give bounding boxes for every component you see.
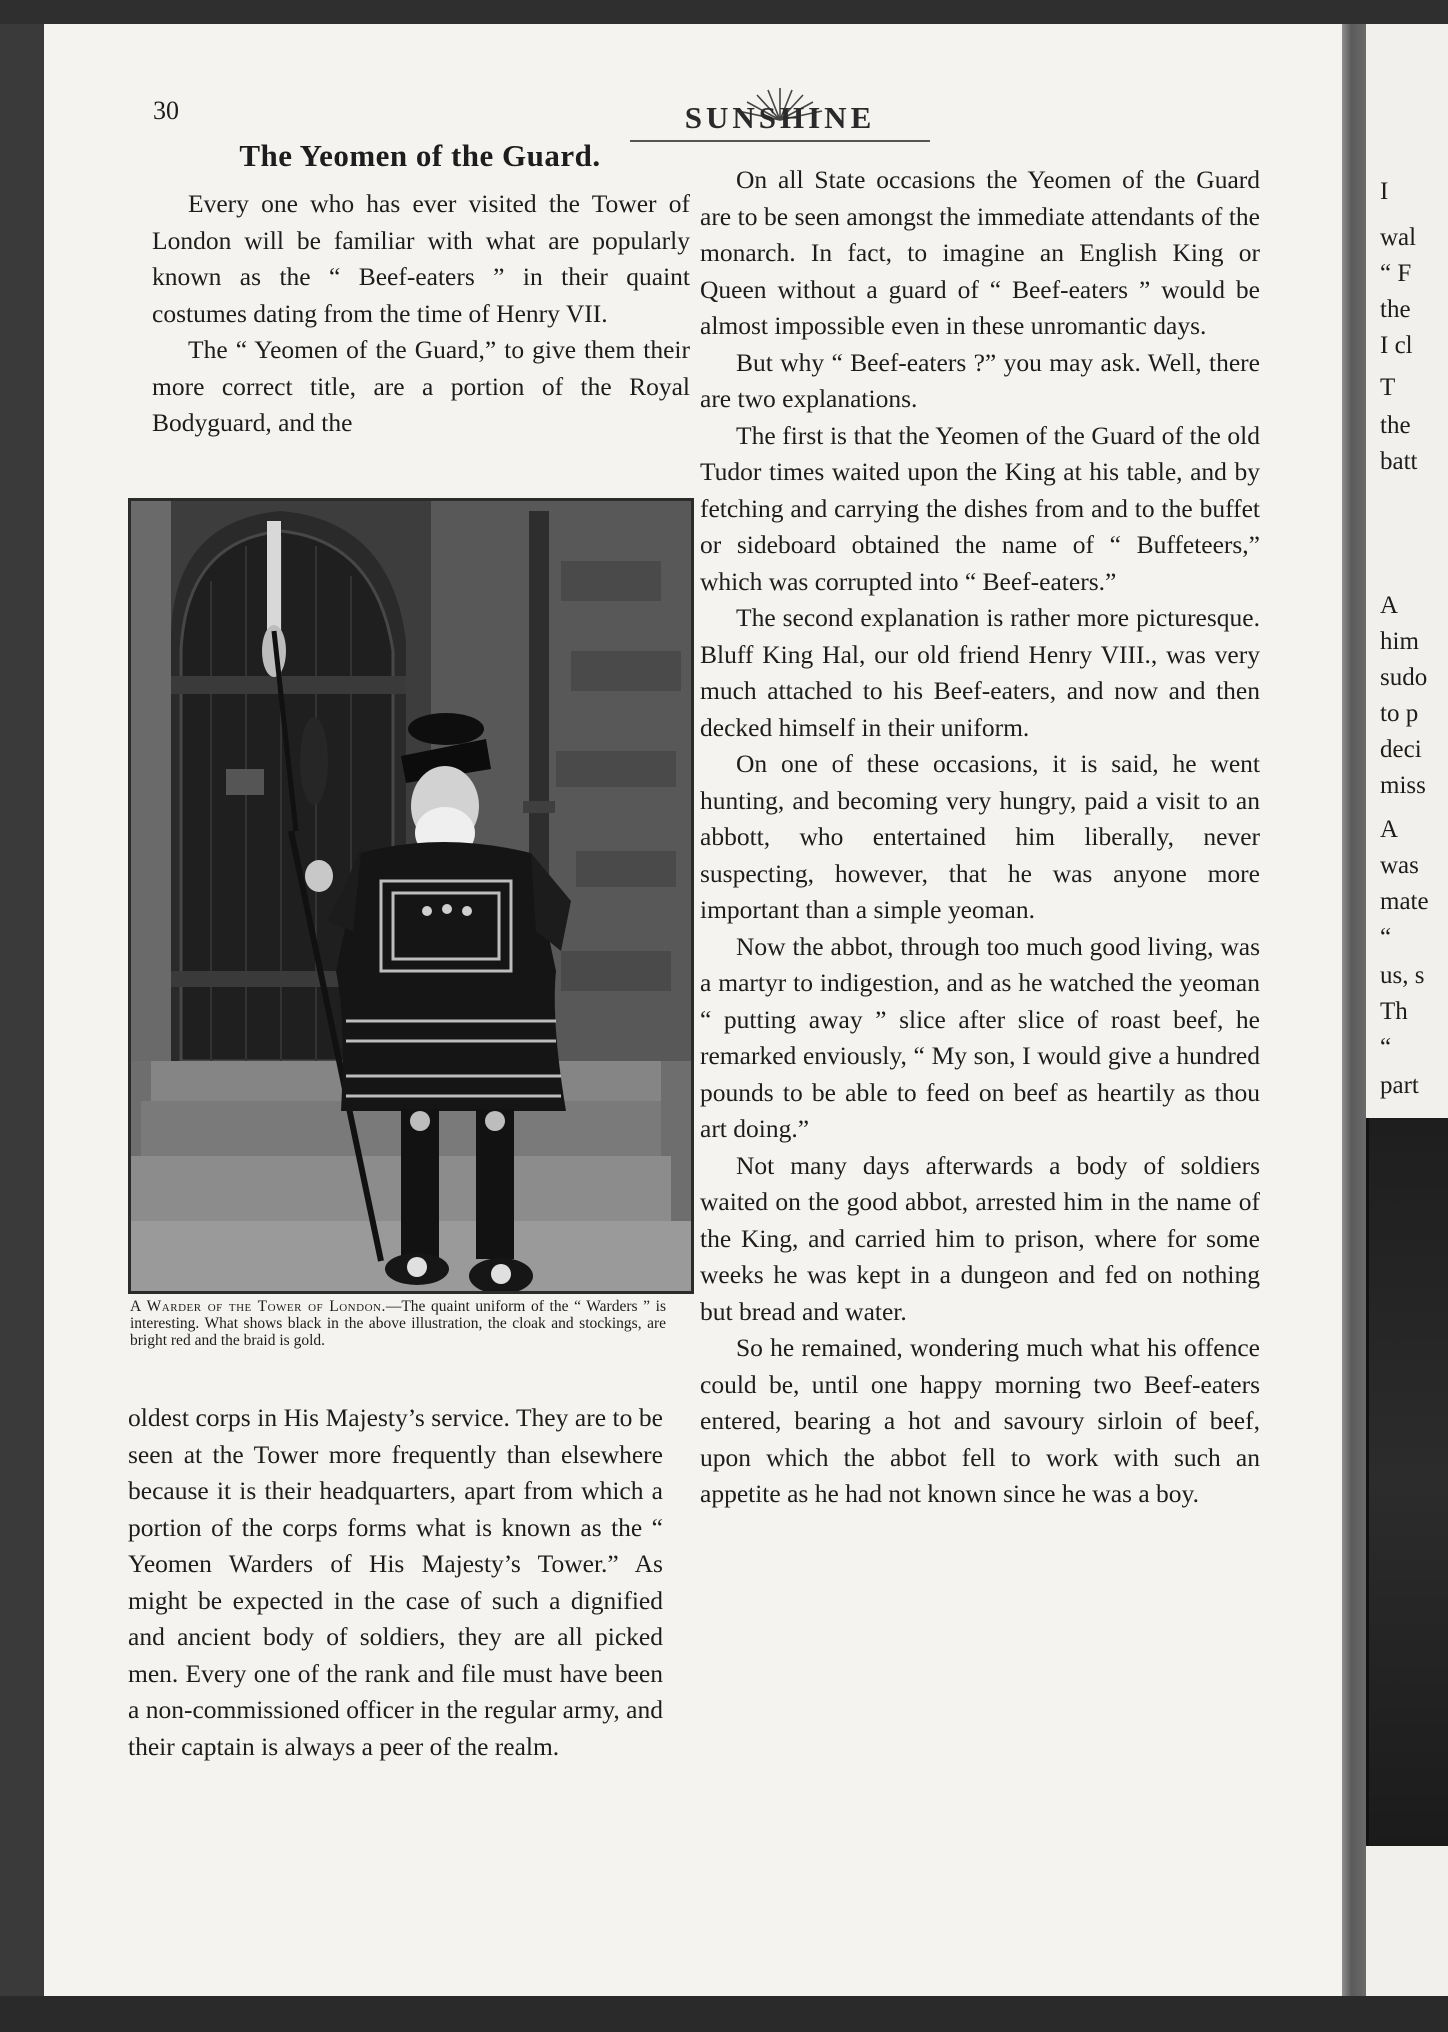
masthead-title: SUNSHINE [684,100,876,135]
facing-page-fragment: the [1380,412,1411,439]
paragraph: oldest corps in His Majesty’s service. They are to be seen at the Tower more frequently than elsewhere because it is their headquarters, apart from which a portion of the corps forms what is known as the “ Yeomen Warders of His Majesty’s Tower.” As might be expected in the case of such a dignified and ancient body of soldiers, they are all picked men. Every one of the rank and file must have been a non-commissioned officer in the regular army, and their captain is always a peer of the realm. [128,1403,663,1761]
facing-page-fragment: wal [1380,224,1417,251]
facing-page-fragment: deci [1380,736,1422,763]
facing-page-fragment: “ [1380,924,1392,951]
facing-page-fragment: T [1380,374,1396,401]
facing-page-fragment: mate [1380,888,1429,915]
paragraph: The first is that the Yeomen of the Guard of the old Tudor times waited upon the King at his table, and by fetching and carrying the dishes from and to the buffet or sideboard obtained the name of “ Buffeteers,” which was corrupted into “ Beef-eaters.” [700,420,1260,596]
facing-page-fragment: I cl [1380,332,1413,359]
scan-border-bottom [0,1996,1448,2032]
facing-page-fragment: “ [1380,1034,1392,1061]
facing-page-fragment: him [1380,628,1419,655]
book-gutter [1342,24,1366,1996]
page-number: 30 [153,96,179,125]
article-column-left-top [152,186,690,442]
paragraph: But why “ Beef-eaters ?” you may ask. Well, there are two explanations. [700,347,1260,413]
article-column-left-bottom [128,1400,663,1765]
facing-page-fragment: miss [1380,772,1426,799]
photo-caption [130,1298,666,1349]
facing-page-fragment: A [1380,816,1399,843]
facing-page-fragment: to p [1380,700,1419,727]
facing-page-fragment: I [1380,178,1389,205]
facing-page-fragment: was [1380,852,1419,879]
facing-page-fragment: batt [1380,448,1418,475]
caption-text: —The quaint uniform of the “ Warders ” is interesting. What shows black in the above illustration, the cloak and stockings, are bright red and the braid is gold. [130,1298,667,1349]
paragraph: Now the abbot, through too much good living, was a martyr to indigestion, and as he watched the yeoman “ putting away ” slice after slice of roast beef, he remarked enviously, “ My son, I would give a hundred pounds to be able to feed on beef as heartily as thou art doing.” [700,931,1260,1143]
paragraph: The second explanation is rather more picturesque. Bluff King Hal, our old friend Henry VIII., was very much attached to his Beef-eaters, and now and then decked himself in their uniform. [700,603,1260,742]
article-title: The Yeomen of the Guard. [239,138,601,173]
paragraph: On one of these occasions, it is said, he went hunting, and becoming very hungry, paid a visit to an abbott, who entertained him liberally, never suspecting, however, that he was anyone more important than a simple yeoman. [700,749,1260,924]
paragraph: On all State occasions the Yeomen of the Guard are to be seen amongst the immediate attendants of the monarch. In fact, to imagine an English King or Queen without a guard of “ Beef-eaters ” would be almost impossible even in these unromantic days. [700,165,1260,340]
caption-lead: A Warder of the Tower of London. [130,1298,386,1315]
paragraph: Not many days afterwards a body of soldiers waited on the good abbot, arrested him in the name of the King, and carried him to prison, where for some weeks he was kept in a dungeon and fed on nothing but bread and water. [700,1150,1260,1326]
paragraph: The “ Yeomen of the Guard,” to give them their more correct title, are a portion of the Royal Bodyguard, and the [152,335,690,437]
paragraph: So he remained, wondering much what his offence could be, until one happy morning two Beef-eaters entered, bearing a hot and savoury sirloin of beef, upon which the abbot fell to work with such an appetite as he had not known since he was a boy. [700,1333,1260,1508]
scan-border-top [0,0,1448,24]
warder-photograph [128,498,694,1294]
facing-page-fragment: sudo [1380,664,1428,691]
article-column-right [700,162,1260,1513]
facing-page-fragment: “ F [1380,260,1412,287]
facing-page-fragment: Th [1380,998,1408,1025]
paragraph: Every one who has ever visited the Tower of London will be familiar with what are popularly known as the “ Beef-eaters ” in their quaint costumes dating from the time of Henry VII. [152,189,690,328]
facing-page-photo [1366,1118,1448,1846]
facing-page-fragment: A [1380,592,1399,619]
yeoman-warder-illustration [131,501,691,1291]
facing-page-fragment: the [1380,296,1411,323]
facing-page-fragment: part [1380,1072,1419,1099]
facing-page-fragment: us, s [1380,962,1425,989]
